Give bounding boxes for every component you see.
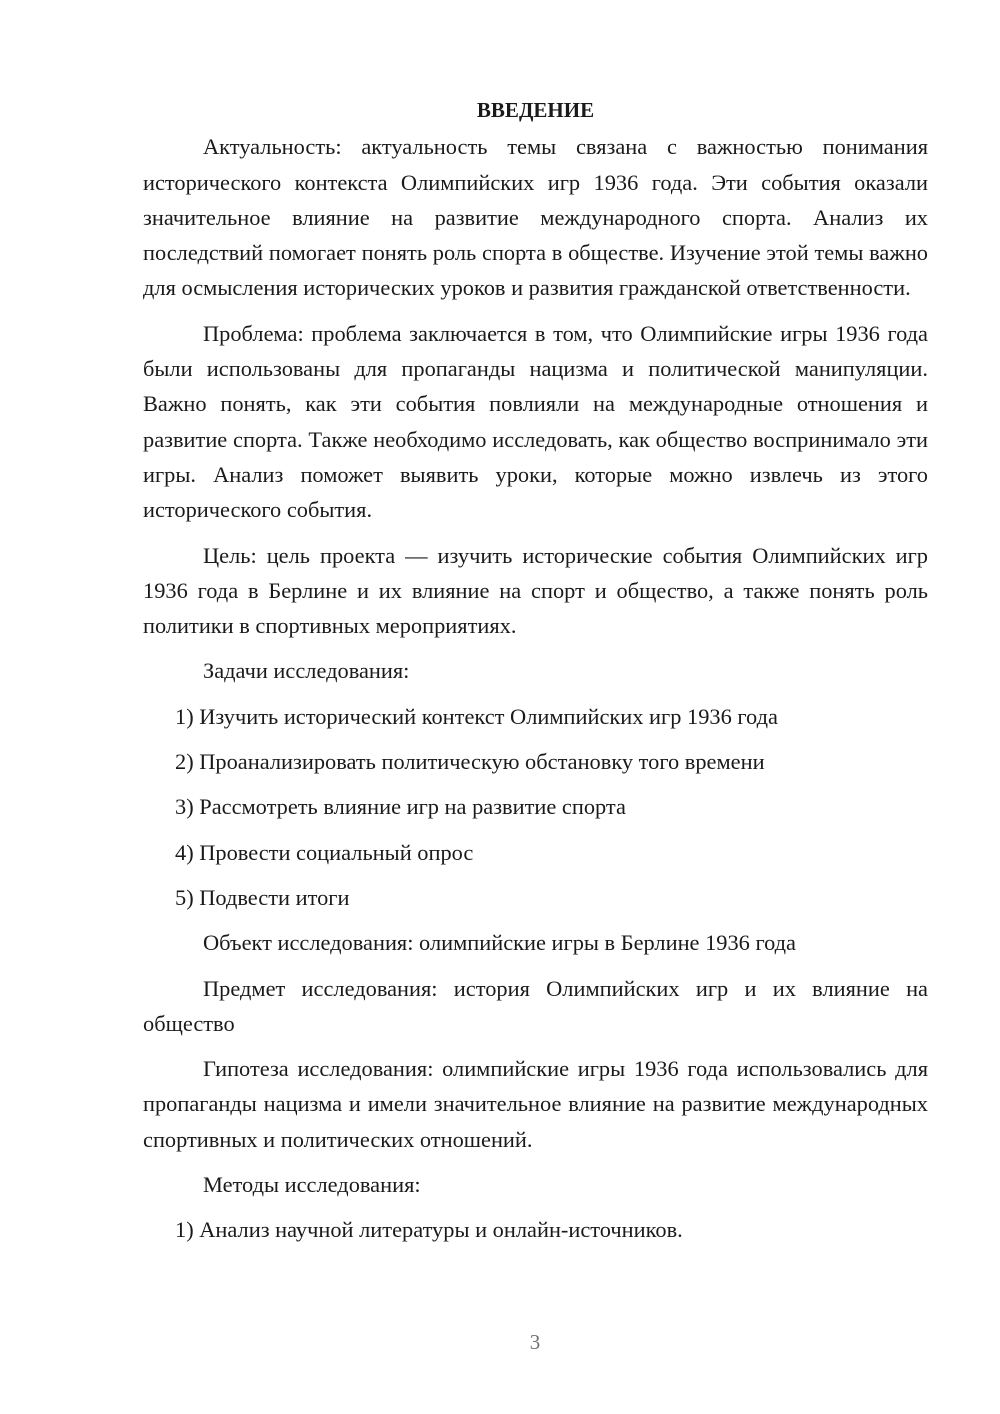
list-item: 1) Изучить исторический контекст Олимпийских игр 1936 года bbox=[175, 703, 778, 729]
goal-paragraph: Цель: цель проекта — изучить исторические события Олимпийских игр 1936 года в Берлине и их влияние на спорт и общество, а также понять роль политики в спортивных мероприятиях. bbox=[143, 542, 928, 639]
section-title: ВВЕДЕНИЕ bbox=[476, 98, 595, 122]
page-number: 3 bbox=[529, 1330, 541, 1354]
tasks-list bbox=[143, 699, 928, 915]
list-item: 3) Рассмотреть влияние игр на развитие спорта bbox=[175, 794, 626, 820]
list-item: 4) Провести социальный опрос bbox=[175, 839, 474, 865]
hypothesis-paragraph: Гипотеза исследования: олимпийские игры 1936 года использовались для пропаганды нацизма и имели значительное влияние на развитие международных спортивных и политических отношений. bbox=[143, 1056, 928, 1152]
methods-list bbox=[143, 1212, 928, 1247]
subject-paragraph: Предмет исследования: история Олимпийских игр и их влияние на общество bbox=[143, 975, 928, 1036]
object-paragraph: Объект исследования: олимпийские игры в Берлине 1936 года bbox=[203, 930, 796, 956]
methods-heading: Методы исследования: bbox=[203, 1172, 421, 1198]
tasks-heading: Задачи исследования: bbox=[203, 658, 410, 684]
list-item: 5) Подвести итоги bbox=[175, 884, 350, 910]
relevance-paragraph: Актуальность: актуальность темы связана с важностью понимания исторического контекста Олимпийских игр 1936 года. Эти события оказали значительное влияние на развитие международного спорта. Анализ их последствий помогает понять роль спорта в обществе. Изучение этой темы важно для осмысления исторических уроков и развития гражданской ответственности. bbox=[143, 134, 928, 301]
list-item: 2) Проанализировать политическую обстановку того времени bbox=[175, 749, 765, 775]
list-item: 1) Анализ научной литературы и онлайн-источников. bbox=[175, 1217, 683, 1243]
page-content bbox=[143, 93, 928, 1258]
problem-paragraph: Проблема: проблема заключается в том, что Олимпийские игры 1936 года были использованы для пропаганды нацизма и политической манипуляции. Важно понять, как эти события повлияли на международные отношения и развитие спорта. Также необходимо исследовать, как общество воспринимало эти игры. Анализ поможет выявить уроки, которые можно извлечь из этого исторического события. bbox=[143, 320, 928, 523]
